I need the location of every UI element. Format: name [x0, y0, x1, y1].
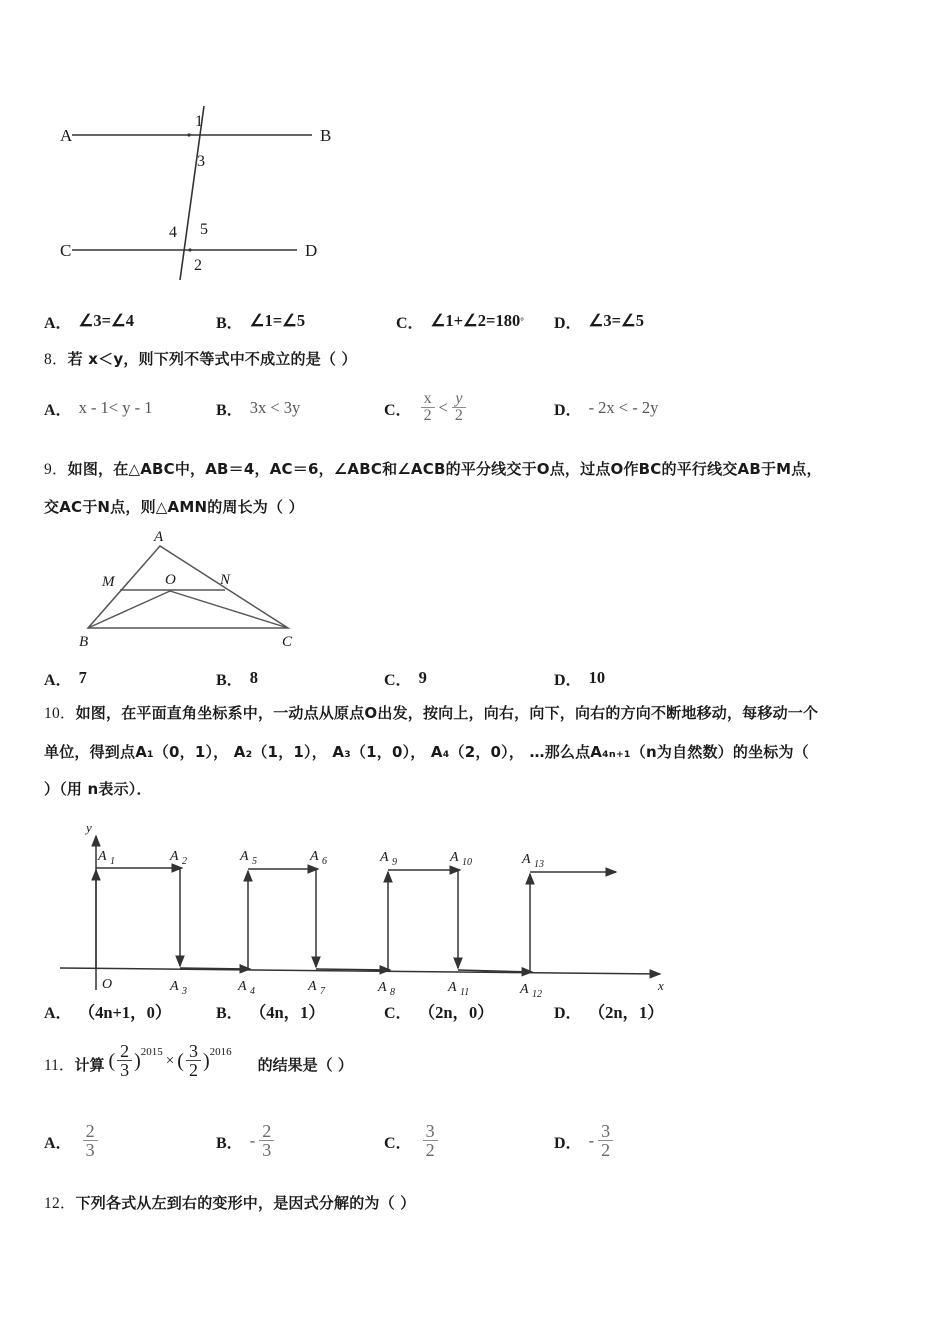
q9-option-d[interactable] — [554, 655, 605, 701]
q10-stem-line3 — [44, 782, 152, 798]
q7-option-d[interactable] — [554, 298, 644, 344]
q11-left-exponent: 2015 — [140, 1046, 163, 1058]
q9-stem-text-1: 如图，在△ABC中，AB＝4，AC＝6，∠ABC和∠ACB的平分线交于O点，过点O作BC的平行线交AB于M点， — [67, 460, 822, 478]
q10-options-row — [44, 988, 924, 1034]
svg-text:A: A — [238, 979, 247, 994]
figure-triangle-abc-bisectors — [70, 528, 340, 653]
q11-option-d-label: D． — [554, 1134, 582, 1152]
q11-option-a-label: A． — [44, 1134, 72, 1152]
q10-stem-line2 — [44, 745, 809, 761]
q7-option-c[interactable] — [396, 298, 524, 344]
svg-text:N: N — [220, 572, 231, 588]
q11-option-d-fraction — [598, 1122, 613, 1159]
svg-text:y: y — [86, 820, 92, 835]
svg-text:C: C — [282, 634, 293, 650]
svg-text:A: A — [98, 849, 107, 864]
q11-options-row — [44, 1118, 924, 1164]
q9-option-b-label: B． — [216, 671, 243, 689]
q8-option-c-left-numerator: x — [423, 389, 432, 407]
q10-option-c[interactable] — [384, 988, 494, 1034]
svg-text:12: 12 — [532, 989, 542, 1000]
q8-option-c-label: C． — [384, 401, 412, 419]
q11-stem-suffix: 的结果是（ ） — [257, 1055, 353, 1074]
svg-text:A: A — [170, 849, 179, 864]
svg-text:B: B — [320, 126, 332, 145]
q11-option-c-numerator: 3 — [425, 1120, 435, 1141]
q7-option-c-degree: ° — [520, 316, 524, 326]
svg-text:8: 8 — [390, 987, 395, 998]
q11-option-b-numerator: 2 — [262, 1120, 272, 1141]
svg-text:9: 9 — [392, 857, 397, 868]
q9-number: 9． — [44, 461, 68, 478]
svg-text:A: A — [378, 980, 387, 995]
q7-option-c-text: ∠1+∠2=180 — [430, 311, 521, 330]
svg-text:A: A — [60, 126, 73, 145]
q11-stem — [44, 1040, 353, 1084]
q8-option-c[interactable] — [384, 385, 468, 431]
q8-option-c-relation: < — [438, 398, 448, 417]
q10-option-a[interactable] — [44, 988, 171, 1034]
svg-text:4: 4 — [169, 224, 177, 241]
svg-text:13: 13 — [534, 859, 544, 870]
q11-right-numerator: 3 — [188, 1040, 198, 1061]
q10-number: 10． — [44, 705, 76, 722]
q7-options-row — [44, 298, 924, 344]
svg-text:10: 10 — [462, 857, 472, 868]
q8-option-c-left-denominator: 2 — [421, 407, 435, 424]
q8-option-d[interactable] — [554, 385, 658, 431]
q8-stem-text: 若 x＜y，则下列不等式中不成立的是（ ） — [67, 350, 357, 368]
q11-option-b[interactable] — [216, 1118, 276, 1164]
svg-text:x: x — [658, 978, 664, 993]
q12-number: 12． — [44, 1195, 76, 1212]
q10-stem-line1 — [44, 706, 818, 722]
q9-option-a-text: 7 — [78, 668, 87, 687]
q7-option-a-label: A． — [44, 314, 72, 332]
q9-option-c-label: C． — [384, 671, 412, 689]
q7-option-a[interactable] — [44, 298, 134, 344]
q11-option-b-label: B． — [216, 1134, 243, 1152]
q11-number: 11． — [44, 1057, 75, 1074]
q11-expression: ( $\frac{2}{3}$ ) 2015 × ( $\frac{3}{2}$ ) 2016 — [108, 1040, 232, 1080]
q11-option-b-fraction — [259, 1122, 274, 1159]
q9-option-b[interactable] — [216, 655, 258, 701]
q8-option-d-label: D． — [554, 401, 582, 419]
svg-text:A: A — [170, 979, 179, 994]
svg-text:1: 1 — [110, 856, 115, 867]
q11-option-d-denominator: 2 — [598, 1140, 613, 1159]
q9-stem-line2 — [44, 500, 304, 516]
q11-option-c-fraction — [423, 1122, 438, 1159]
q9-option-d-text: 10 — [588, 668, 606, 687]
svg-text:4: 4 — [250, 986, 255, 997]
q9-option-b-text: 8 — [249, 668, 258, 687]
q10-option-b[interactable] — [216, 988, 325, 1034]
q9-stem-text-2: 交AC于N点，则△AMN的周长为（ ） — [44, 498, 304, 516]
svg-text:A: A — [450, 850, 459, 865]
q7-option-d-text: ∠3=∠5 — [588, 311, 645, 330]
q11-option-a-numerator: 2 — [85, 1120, 95, 1141]
svg-text:A: A — [448, 980, 457, 995]
svg-text:A: A — [240, 849, 249, 864]
q9-options-row — [44, 655, 924, 701]
q11-fraction-right — [186, 1042, 201, 1079]
q11-option-c-label: C． — [384, 1134, 412, 1152]
svg-text:A: A — [522, 852, 531, 867]
svg-text:M: M — [102, 574, 115, 590]
q9-option-a[interactable] — [44, 655, 87, 701]
q10-stem-text-1: 如图，在平面直角坐标系中，一动点从原点O出发，按向上，向右，向下，向右的方向不断地移动，每移动一个 — [75, 704, 819, 722]
q8-option-c-fraction-right — [452, 391, 466, 424]
q10-stem-text-3: ）（用 n表示）． — [44, 780, 152, 798]
svg-text:A: A — [520, 982, 529, 997]
q10-option-b-label: B． — [216, 1004, 243, 1022]
q10-option-a-text: （4n+1，0） — [78, 1003, 172, 1022]
q11-option-c[interactable] — [384, 1118, 440, 1164]
svg-text:7: 7 — [320, 986, 325, 997]
q8-options-row — [44, 385, 924, 431]
q8-option-a-text: x - 1< y - 1 — [78, 398, 153, 417]
q9-option-c[interactable] — [384, 655, 427, 701]
q11-option-b-denominator: 3 — [259, 1140, 274, 1159]
svg-text:A: A — [154, 529, 164, 545]
q9-option-a-label: A． — [44, 671, 72, 689]
q11-fraction-left — [117, 1042, 132, 1079]
figure-coordinate-staircase — [60, 818, 680, 1000]
q10-option-c-text: （2n，0） — [418, 1003, 494, 1022]
q8-option-b[interactable] — [216, 385, 300, 431]
svg-text:O: O — [165, 572, 176, 588]
q11-option-a[interactable] — [44, 1118, 100, 1164]
q10-stem-text-2: 单位，得到点A₁（0，1）， A₂（1，1）， A₃（1，0）， A₄（2，0）， …那么点A₄ₙ₊₁（n为自然数）的坐标为（ — [44, 743, 809, 761]
q10-option-d-label: D． — [554, 1004, 582, 1022]
figure-parallel-lines-transversal — [52, 88, 352, 288]
svg-text:1: 1 — [195, 113, 203, 130]
q11-right-exponent: 2016 — [209, 1046, 232, 1058]
svg-text:O: O — [102, 977, 113, 992]
q7-option-b[interactable] — [216, 298, 305, 344]
q10-option-b-text: （4n，1） — [249, 1003, 325, 1022]
svg-text:2: 2 — [182, 856, 187, 867]
svg-text:D: D — [305, 241, 318, 260]
q10-option-d-text: （2n，1） — [588, 1003, 664, 1022]
q8-option-b-label: B． — [216, 401, 243, 419]
q9-option-c-text: 9 — [418, 668, 427, 687]
q11-stem-prefix: 计算 — [74, 1055, 105, 1074]
svg-text:6: 6 — [322, 856, 327, 867]
q11-option-a-denominator: 3 — [83, 1140, 98, 1159]
q11-option-b-sign: - — [249, 1131, 256, 1150]
q10-option-c-label: C． — [384, 1004, 412, 1022]
q11-option-d-numerator: 3 — [601, 1120, 611, 1141]
q8-option-a[interactable] — [44, 385, 152, 431]
svg-text:5: 5 — [200, 221, 208, 238]
svg-text:C: C — [60, 241, 72, 260]
q11-option-d-sign: - — [588, 1131, 595, 1150]
q7-option-c-label: C． — [396, 314, 424, 332]
q8-stem — [44, 352, 357, 368]
svg-text:11: 11 — [460, 987, 470, 998]
q11-operator: × — [165, 1052, 175, 1069]
q9-stem-line1 — [44, 462, 822, 478]
svg-text:3: 3 — [197, 153, 205, 170]
svg-text:A: A — [310, 849, 319, 864]
q7-option-a-text: ∠3=∠4 — [78, 311, 135, 330]
q9-option-d-label: D． — [554, 671, 582, 689]
q8-option-c-right-denominator: 2 — [452, 407, 466, 424]
q8-option-d-text: - 2x < - 2y — [588, 398, 659, 417]
svg-text:B: B — [79, 634, 89, 650]
q11-right-denominator: 2 — [186, 1060, 201, 1079]
svg-text:3: 3 — [182, 986, 187, 997]
q8-option-c-right-numerator: y — [455, 389, 463, 407]
q10-option-a-label: A． — [44, 1004, 72, 1022]
svg-text:A: A — [308, 979, 317, 994]
q10-option-d[interactable] — [554, 988, 664, 1034]
q8-number: 8． — [44, 351, 68, 368]
q11-left-numerator: 2 — [120, 1040, 130, 1061]
q12-stem — [44, 1196, 415, 1212]
q7-option-b-text: ∠1=∠5 — [249, 311, 306, 330]
q11-option-d[interactable] — [554, 1118, 615, 1164]
svg-text:A: A — [380, 850, 389, 865]
q8-option-a-label: A． — [44, 401, 72, 419]
q8-option-c-fraction-left — [421, 391, 435, 424]
svg-text:2: 2 — [194, 257, 202, 274]
q7-option-b-label: B． — [216, 314, 243, 332]
q11-option-c-denominator: 2 — [423, 1140, 438, 1159]
q12-stem-text: 下列各式从左到右的变形中，是因式分解的为（ ） — [75, 1194, 416, 1212]
q11-left-denominator: 3 — [117, 1060, 132, 1079]
q8-option-b-text: 3x < 3y — [249, 398, 301, 417]
q7-option-d-label: D． — [554, 314, 582, 332]
q11-option-a-fraction — [83, 1122, 98, 1159]
svg-text:5: 5 — [252, 856, 257, 867]
